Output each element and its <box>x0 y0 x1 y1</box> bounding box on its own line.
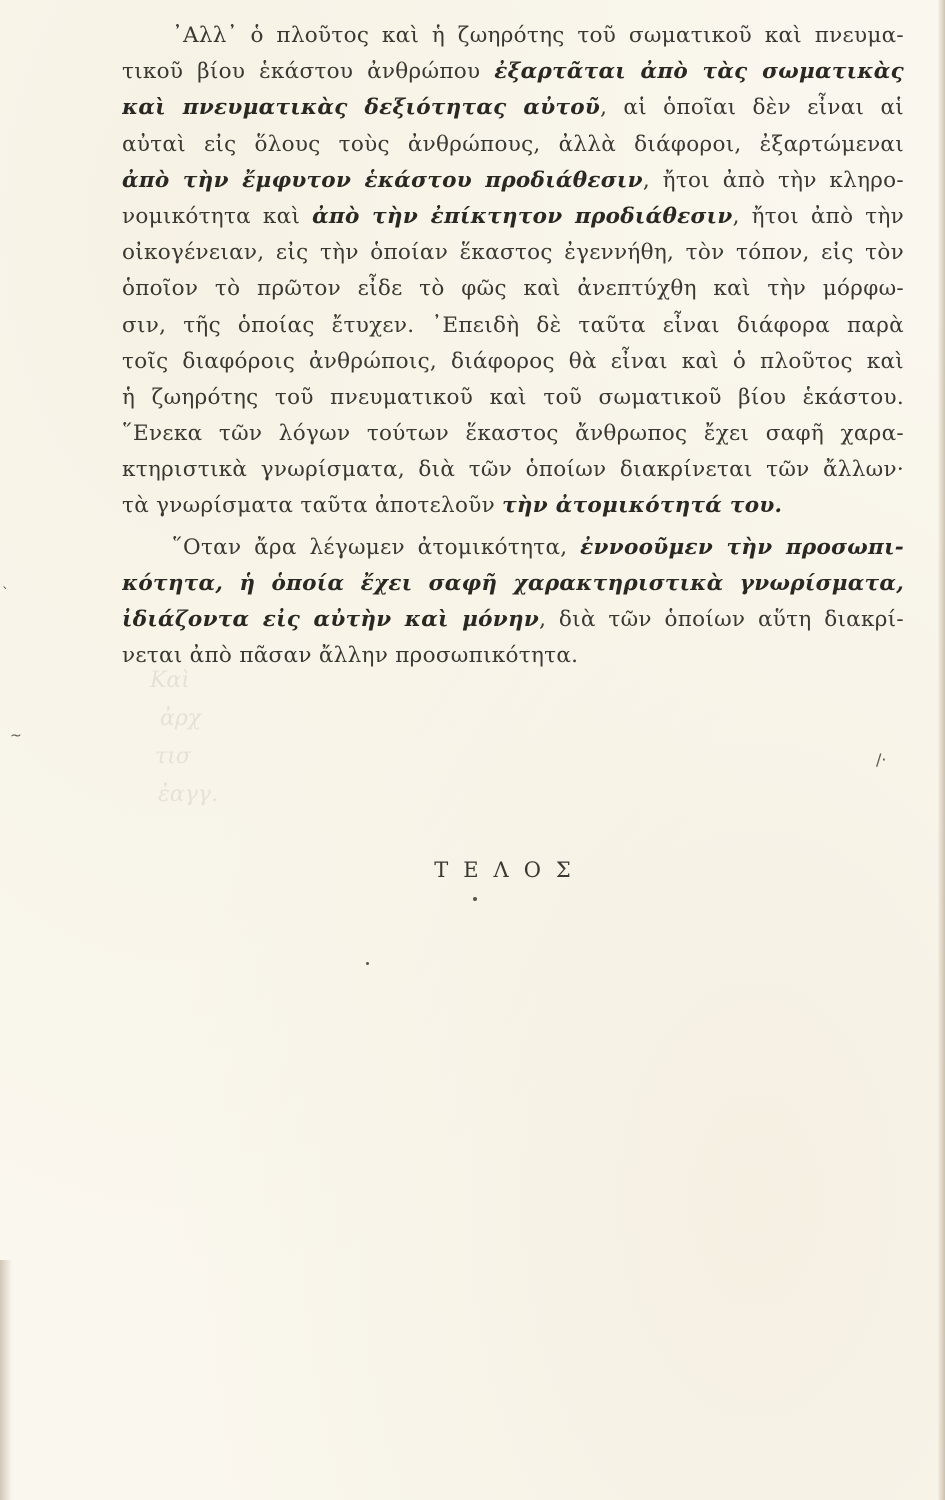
text-segment: ῞Ενεκα τῶν λόγων τούτων ἕκαστος ἄνθρωπος ἔχει σαφῆ χαρα- <box>122 421 904 447</box>
text-segment: νομικότητα καὶ <box>122 203 313 229</box>
text-line <box>122 488 904 524</box>
text-segment: τὰ γνωρίσματα ταῦτα ἀποτελοῦν <box>122 493 503 519</box>
text-line <box>122 602 904 638</box>
text-line <box>122 308 904 344</box>
text-line <box>122 54 904 90</box>
ink-speck <box>366 962 369 965</box>
paragraph-individuality-factors <box>122 18 904 525</box>
margin-mark: ~ <box>10 728 22 744</box>
emphasized-text: κότητα, ἡ ὁποία ἔχει σαφῆ χαρακτηριστικὰ γνωρίσματα, <box>122 570 904 596</box>
text-line <box>122 18 904 54</box>
text-line <box>122 566 904 602</box>
text-line <box>122 380 904 416</box>
text-segment: ῞Οταν ἄρα λέγωμεν ἀτομικότητα, <box>172 534 581 560</box>
text-segment: , ἤτοι ἀπὸ τὴν κληρο- <box>642 167 904 193</box>
bleed-through-marks: ἀρχ <box>160 706 202 731</box>
emphasized-text: ἀπὸ τὴν ἐπίκτητον προδιάθεσιν <box>312 203 733 229</box>
text-segment: , διὰ τῶν ὁποίων αὕτη διακρί- <box>539 607 904 632</box>
text-line <box>122 452 904 488</box>
bleed-through-marks: Καὶ <box>150 668 190 693</box>
text-segment: αὐταὶ εἰς ὅλους τοὺς ἀνθρώπους, ἀλλὰ διάφοροι, ἐξαρτώμεναι <box>122 131 904 157</box>
end-label: ΤΕΛΟΣ <box>434 858 586 882</box>
margin-mark: /· <box>876 750 887 769</box>
emphasized-text: ἐννοοῦμεν τὴν προσωπι- <box>580 534 904 560</box>
emphasized-text: ἰδιάζοντα εἰς αὐτὴν καὶ μόνην <box>122 607 540 632</box>
text-segment: ἡ ζωηρότης τοῦ πνευματικοῦ καὶ τοῦ σωματικοῦ βίου ἑκάστου. <box>122 384 904 410</box>
text-line <box>122 127 904 163</box>
margin-mark: ` <box>2 586 9 602</box>
text-segment: οἰκογένειαν, εἰς τὴν ὁποίαν ἕκαστος ἐγεννήθη, τὸν τόπον, εἰς τὸν <box>122 240 904 266</box>
text-segment: , αἱ ὁποῖαι δὲν εἶναι αἱ <box>600 95 904 121</box>
text-line <box>122 90 904 126</box>
text-segment: κτηριστικὰ γνωρίσματα, διὰ τῶν ὁποίων διακρίνεται τῶν ἄλλων· <box>122 457 904 483</box>
text-line <box>122 199 904 235</box>
text-segment: , ἤτοι ἀπὸ τὴν <box>732 203 904 229</box>
text-line <box>122 416 904 452</box>
text-segment: τικοῦ βίου ἑκάστου ἀνθρώπου <box>122 59 495 85</box>
body-text <box>122 18 904 674</box>
emphasized-text: ἀπὸ τὴν ἔμφυτον ἑκάστου προδιάθεσιν <box>122 167 643 193</box>
paragraph-definition <box>122 530 904 675</box>
text-segment: ὁποῖον τὸ πρῶτον εἶδε τὸ φῶς καὶ ἀνεπτύχθη καὶ τὴν μόρφω- <box>122 276 904 302</box>
bleed-through-marks: ἐαγγ. <box>158 782 218 807</box>
text-segment: τοῖς διαφόροις ἀνθρώποις, διάφορος θὰ εἶναι καὶ ὁ πλοῦτος καὶ <box>122 348 904 374</box>
emphasized-text: καὶ πνευματικὰς δεξιότητας αὐτοῦ <box>122 95 601 121</box>
bleed-through-marks: τισ <box>155 744 191 769</box>
text-line <box>122 638 904 674</box>
text-segment: σιν, τῆς ὁποίας ἔτυχεν. ᾿Επειδὴ δὲ ταῦτα εἶναι διάφορα παρὰ <box>122 312 904 338</box>
text-line <box>122 163 904 199</box>
text-line <box>122 235 904 271</box>
ink-speck <box>473 897 477 901</box>
text-line <box>122 271 904 307</box>
text-segment: νεται ἀπὸ πᾶσαν ἄλλην προσωπικότητα. <box>122 643 579 669</box>
text-line <box>122 530 904 566</box>
emphasized-text: τὴν ἀτομικότητά του. <box>502 493 783 519</box>
emphasized-text: ἐξαρτᾶται ἀπὸ τὰς σωματικὰς <box>494 59 904 85</box>
text-segment: ᾿Αλλ᾿ ὁ πλοῦτος καὶ ἡ ζωηρότης τοῦ σωματικοῦ καὶ πνευμα- <box>172 23 904 48</box>
text-line <box>122 344 904 380</box>
